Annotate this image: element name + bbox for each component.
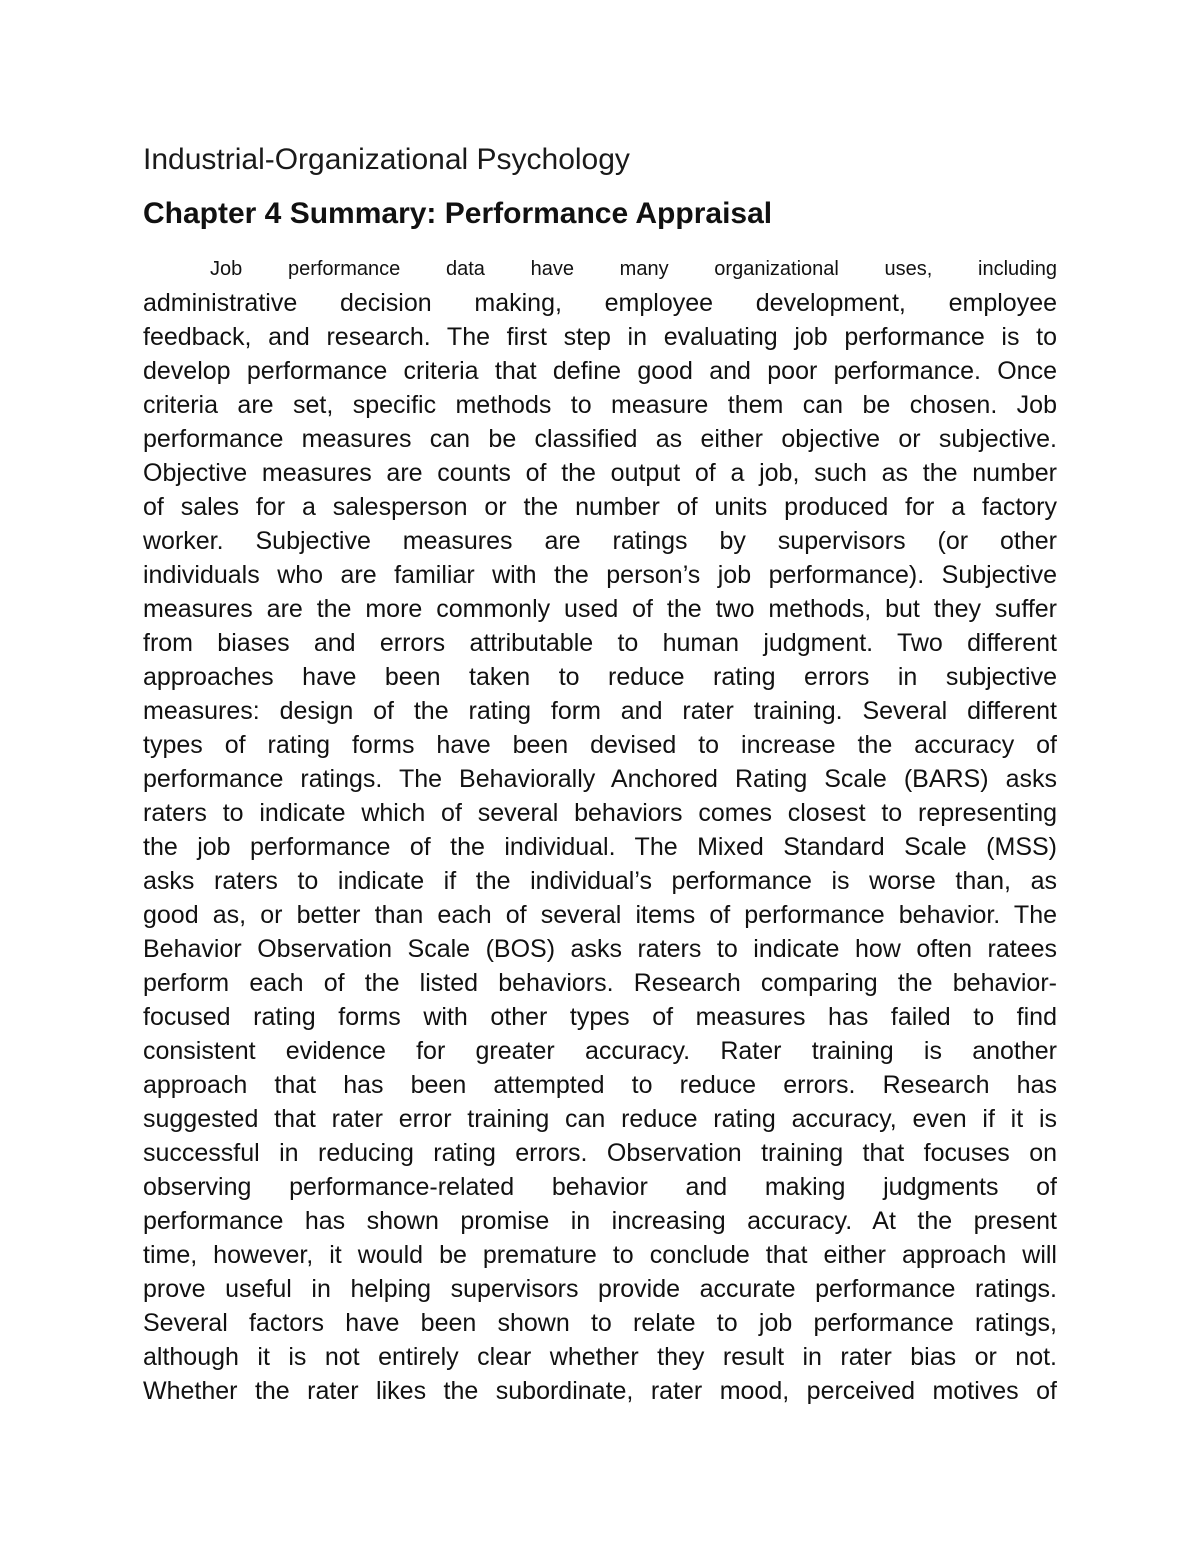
paragraph-line: approaches have been taken to reduce rating errors in subjective [143,663,1057,691]
paragraph-line: worker. Subjective measures are ratings by supervisors (or other [143,527,1057,555]
paragraph-line: although it is not entirely clear whether they result in rater bias or not. [143,1343,1057,1371]
paragraph-line: asks raters to indicate if the individual’s performance is worse than, as [143,867,1057,895]
paragraph-line: the job performance of the individual. The Mixed Standard Scale (MSS) [143,833,1057,861]
paragraph-line: Objective measures are counts of the output of a job, such as the number [143,459,1057,487]
paragraph-line: of sales for a salesperson or the number of units produced for a factory [143,493,1057,521]
paragraph-line: criteria are set, specific methods to measure them can be chosen. Job [143,391,1057,419]
paragraph-line: develop performance criteria that define good and poor performance. Once [143,357,1057,385]
paragraph-line: Whether the rater likes the subordinate, rater mood, perceived motives of [143,1377,1057,1405]
paragraph-line: from biases and errors attributable to human judgment. Two different [143,629,1057,657]
paragraph-line: focused rating forms with other types of measures has failed to find [143,1003,1057,1031]
paragraph-line: performance measures can be classified as either objective or subjective. [143,425,1057,453]
paragraph-line: performance has shown promise in increasing accuracy. At the present [143,1207,1057,1235]
paragraph-line: measures are the more commonly used of the two methods, but they suffer [143,595,1057,623]
paragraph-line: prove useful in helping supervisors provide accurate performance ratings. [143,1275,1057,1303]
paragraph-line: Several factors have been shown to relate to job performance ratings, [143,1309,1057,1337]
summary-paragraph [143,252,1057,1408]
paragraph-line: Behavior Observation Scale (BOS) asks raters to indicate how often ratees [143,935,1057,963]
paragraph-line: time, however, it would be premature to conclude that either approach will [143,1241,1057,1269]
course-title: Industrial-Organizational Psychology [143,143,630,176]
paragraph-line: perform each of the listed behaviors. Research comparing the behavior- [143,969,1057,997]
paragraph-line: types of rating forms have been devised to increase the accuracy of [143,731,1057,759]
chapter-title: Chapter 4 Summary: Performance Appraisal [143,197,773,230]
paragraph-line: good as, or better than each of several items of performance behavior. The [143,901,1057,929]
paragraph-line: feedback, and research. The first step in evaluating job performance is to [143,323,1057,351]
paragraph-line: individuals who are familiar with the person’s job performance). Subjective [143,561,1057,589]
paragraph-line: raters to indicate which of several behaviors comes closest to representing [143,799,1057,827]
paragraph-line: successful in reducing rating errors. Observation training that focuses on [143,1139,1057,1167]
paragraph-line: observing performance-related behavior and making judgments of [143,1173,1057,1201]
paragraph-line: Job performance data have many organizational uses, including [210,258,1057,280]
paragraph-line: administrative decision making, employee development, employee [143,289,1057,317]
paragraph-line: suggested that rater error training can reduce rating accuracy, even if it is [143,1105,1057,1133]
paragraph-line: consistent evidence for greater accuracy. Rater training is another [143,1037,1057,1065]
paragraph-line: performance ratings. The Behaviorally Anchored Rating Scale (BARS) asks [143,765,1057,793]
paragraph-line: approach that has been attempted to reduce errors. Research has [143,1071,1057,1099]
paragraph-line: measures: design of the rating form and rater training. Several different [143,697,1057,725]
